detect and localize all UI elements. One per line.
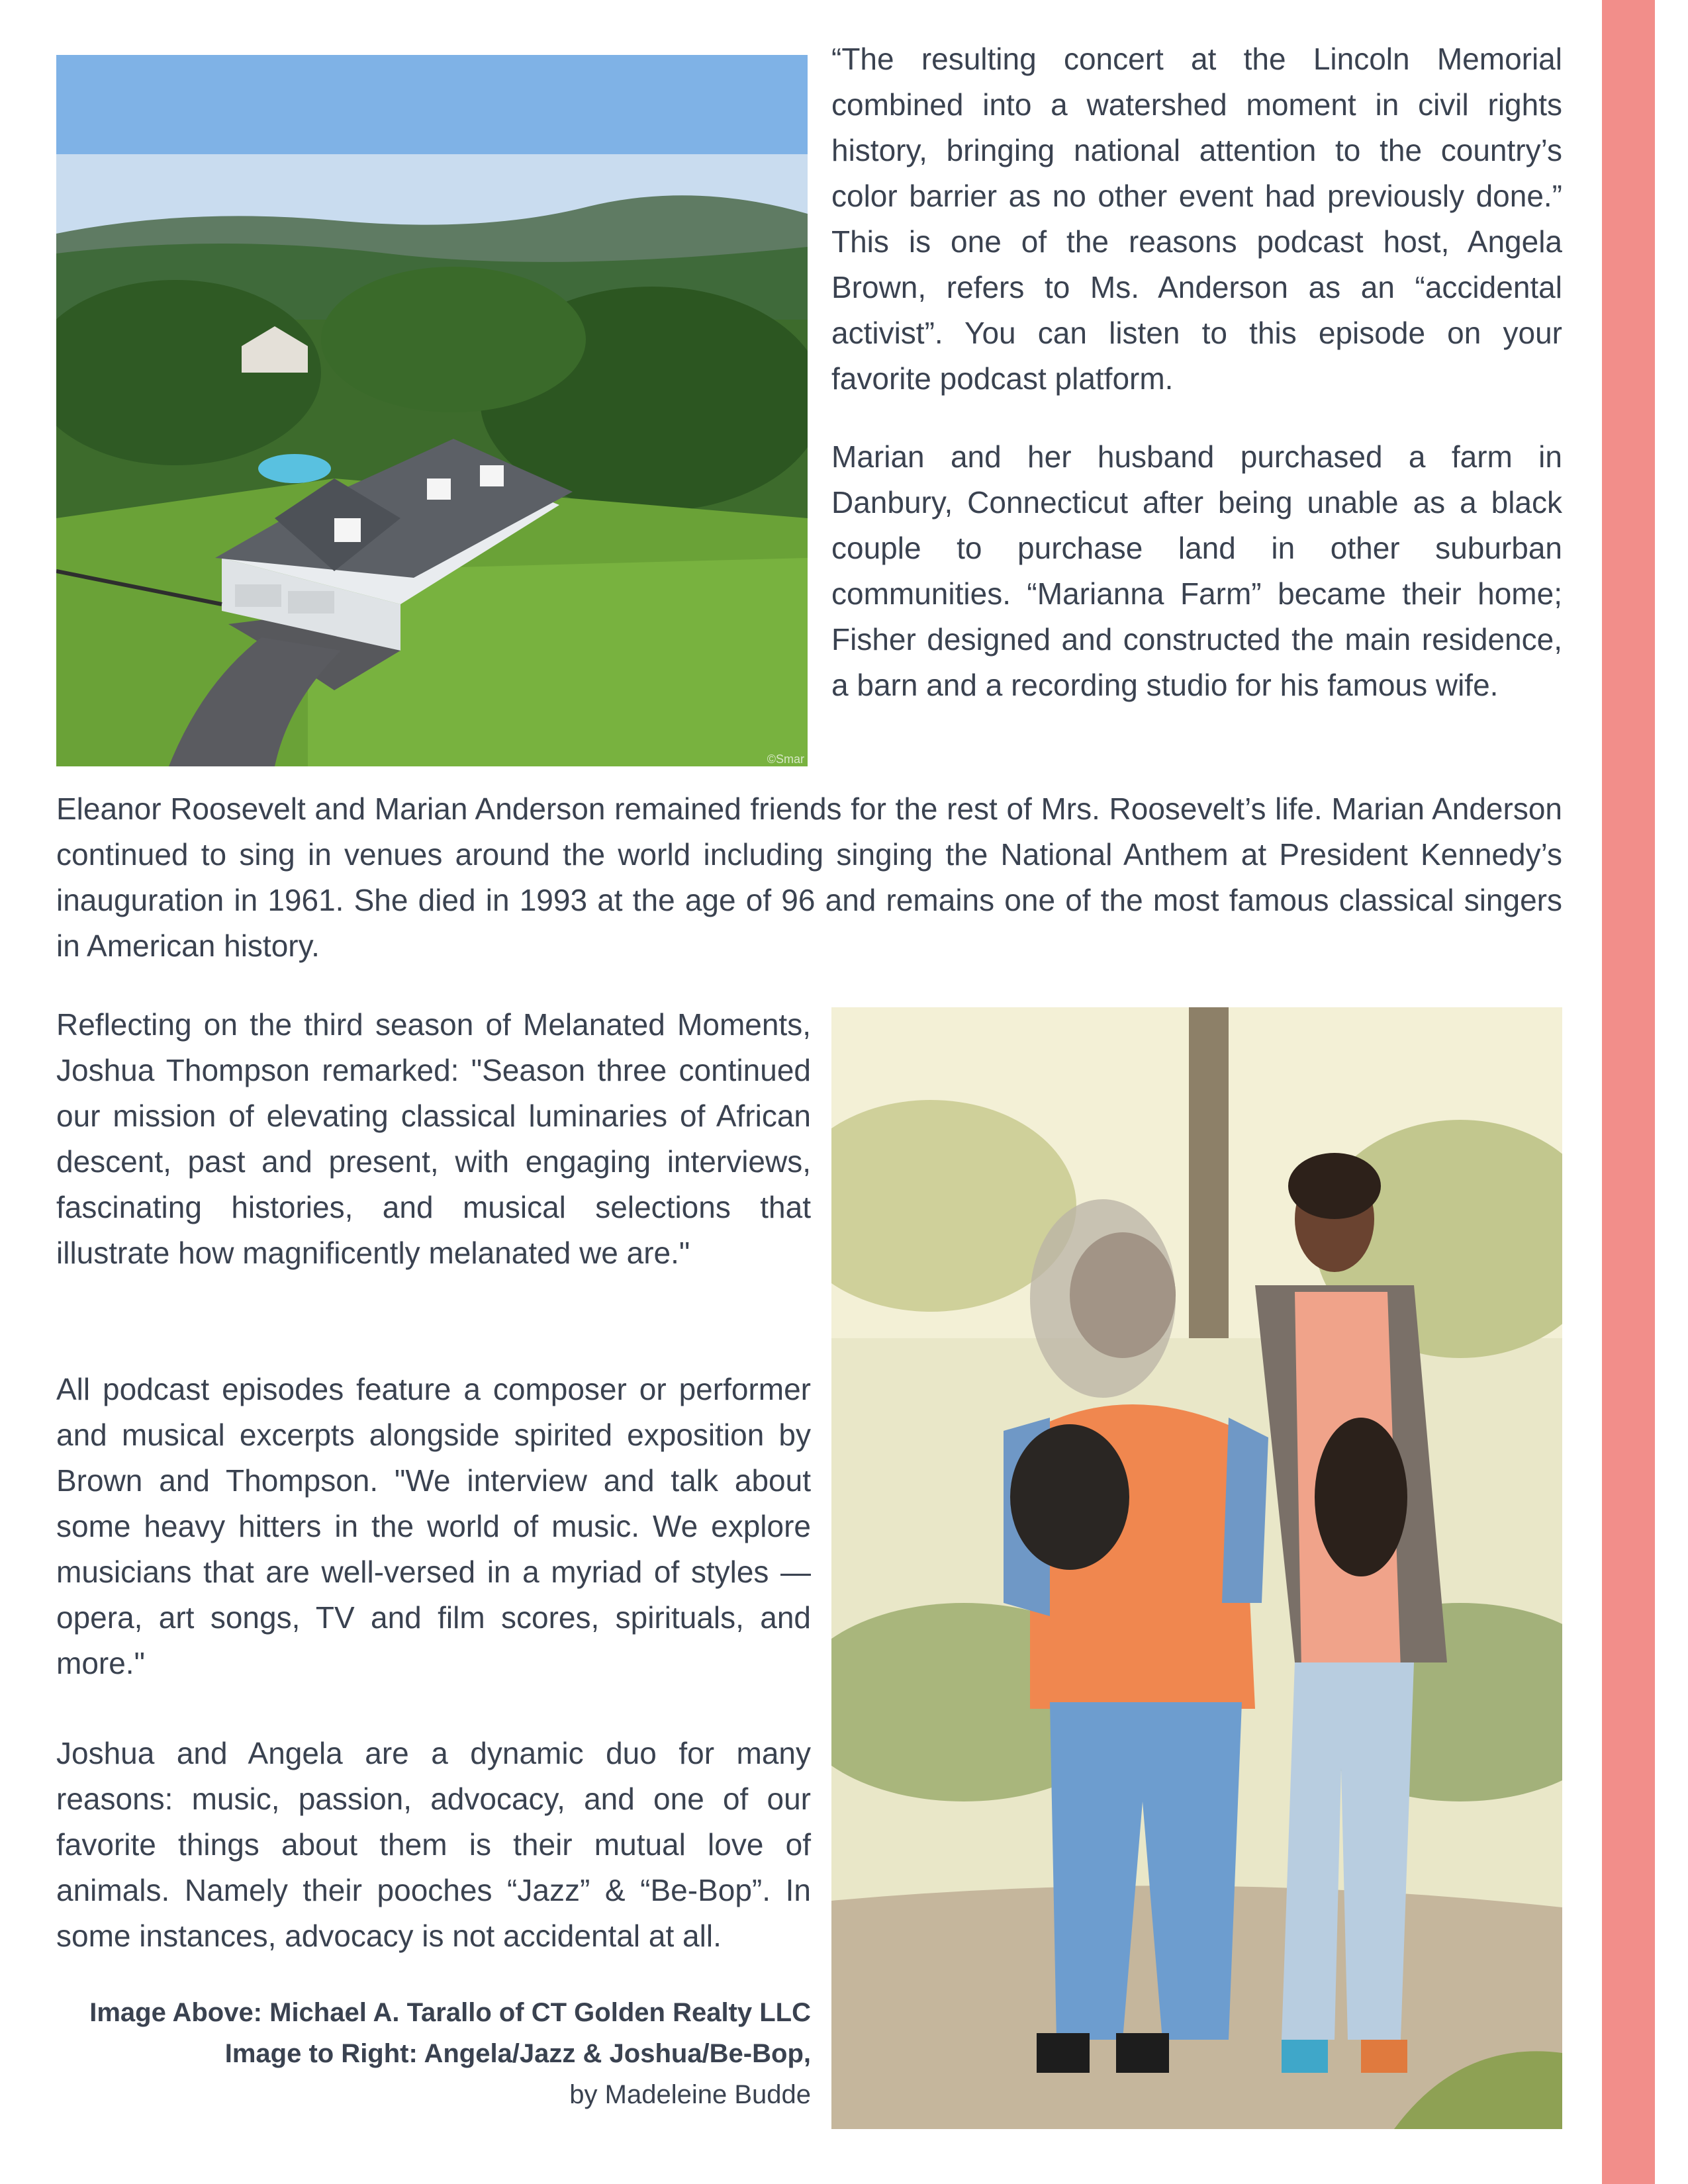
paragraph-dynamic-duo: Joshua and Angela are a dynamic duo for many reasons: music, passion, advocacy, and one of our favorite things about them is their mutual love of animals. Namely their pooches “Jazz” & “Be-Bop”. In some instances, advocacy is not accidental at all. xyxy=(56,1736,811,1953)
photo-watermark: ©Smar xyxy=(767,752,804,766)
paragraph-roosevelt-friendship: Eleanor Roosevelt and Marian Anderson remained friends for the rest of Mrs. Roosevelt’s life. Marian Anderson continued to sing in venues around the world including singing the National Anthem at President Kennedy’s inauguration in 1961. She died in 1993 at the age of 96 and remains one of the most famous classical singers in American history. xyxy=(56,792,1562,963)
couple-with-dogs-photo xyxy=(831,1007,1562,2129)
house-aerial-photo xyxy=(56,55,808,766)
paragraph-podcast-episodes: All podcast episodes feature a composer or performer and musical excerpts alongside spirited exposition by Brown and Thompson. "We interview and talk about some heavy hitters in the world of music. We explore musicians that are well-versed in a myriad of styles — opera, art songs, TV and film scores, spirituals, and more." xyxy=(56,1372,811,1680)
caption-image-above xyxy=(56,1992,811,2033)
caption-photographer: by Madeleine Budde xyxy=(569,2080,811,2109)
caption-image-right-text: Image to Right: Angela/Jazz & Joshua/Be-Bop, xyxy=(224,2039,811,2068)
paragraph-lincoln-concert: “The resulting concert at the Lincoln Memorial combined into a watershed moment in civil rights history, bringing national attention to the country’s color barrier as no other event had previously done.” This is one of the reasons podcast host, Angela Brown, refers to Ms. Anderson as an “accidental activist”. You can listen to this episode on your favorite podcast platform. xyxy=(831,42,1562,396)
paragraph-season-three: Reflecting on the third season of Melanated Moments, Joshua Thompson remarked: "Season three continued our mission of elevating classical luminaries of African descent, past and present, with engaging interviews, fascinating histories, and musical selections that illustrate how magnificently melanated we are." xyxy=(56,1007,811,1270)
couple-illustration xyxy=(831,1007,1562,2129)
accent-side-bar xyxy=(1602,0,1655,2184)
caption-image-above-text: Image Above: Michael A. Tarallo of CT Golden Realty LLC xyxy=(89,1998,811,2027)
paragraph-marianna-farm: Marian and her husband purchased a farm in Danbury, Connecticut after being unable as a black couple to purchase land in other suburban communities. “Marianna Farm” became their home; Fisher designed and constructed the main residence, a barn and a recording studio for his famous wife. xyxy=(831,439,1562,702)
house-aerial-illustration xyxy=(56,55,808,766)
caption-image-right xyxy=(56,2033,811,2074)
